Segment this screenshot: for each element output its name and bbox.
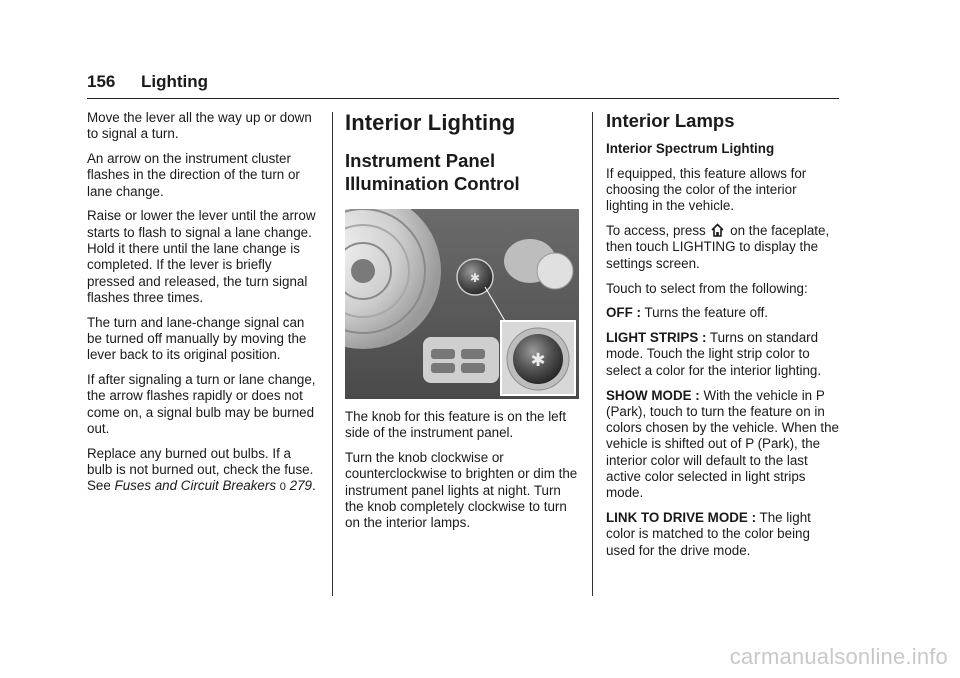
dashboard-knob-illustration bbox=[345, 209, 579, 399]
header-rule bbox=[87, 98, 839, 99]
svg-text:✱: ✱ bbox=[469, 271, 481, 285]
paragraph: Move the lever all the way up or down to signal a turn. bbox=[87, 110, 312, 142]
option-term: LINK TO DRIVE MODE : bbox=[606, 510, 757, 526]
page-ref-arrow-icon: 0 bbox=[279, 481, 286, 494]
paragraph: Touch to select from the following: bbox=[606, 280, 808, 296]
column-divider-2 bbox=[592, 112, 593, 596]
paragraph bbox=[606, 223, 840, 272]
svg-text:✱: ✱ bbox=[530, 350, 546, 371]
option-text: The light color is matched to the color being used for the drive mode. bbox=[606, 510, 811, 558]
paragraph-text: Replace any burned out bulbs. If a bulb is not burned out, check the fuse. See bbox=[87, 445, 314, 494]
section-title: Interior Lighting bbox=[345, 110, 516, 135]
page-number: 156 bbox=[87, 72, 116, 91]
paragraph: If equipped, this feature allows for choosing the color of the interior lighting in the vehicle. bbox=[606, 165, 807, 214]
cross-reference-page[interactable]: 279 bbox=[289, 478, 312, 494]
option-term: OFF : bbox=[606, 305, 641, 321]
paragraph bbox=[87, 446, 319, 496]
subheading: Interior Spectrum Lighting bbox=[606, 141, 775, 156]
watermark: carmanualsonline.info bbox=[729, 644, 948, 669]
running-head: Lighting bbox=[141, 72, 209, 91]
option-item bbox=[606, 330, 840, 379]
paragraph: The knob for this feature is on the left side of the instrument panel. bbox=[345, 409, 567, 441]
option-item bbox=[606, 510, 840, 559]
column-divider-1 bbox=[332, 112, 333, 596]
option-term: SHOW MODE : bbox=[606, 387, 700, 403]
paragraph: Turn the knob clockwise or counterclockwise to brighten or dim the instrument panel lights at night. Turn the knob completely clockwise to turn on the interior lamps. bbox=[345, 450, 578, 531]
option-term: LIGHT STRIPS : bbox=[606, 330, 707, 346]
paragraph-text: on the faceplate, then touch LIGHTING to display the settings screen. bbox=[606, 223, 830, 271]
home-icon bbox=[711, 223, 724, 237]
paragraph: If after signaling a turn or lane change, the arrow flashes rapidly or does not come on, a signal bulb may be burned out. bbox=[87, 372, 316, 437]
column-3 bbox=[606, 110, 840, 568]
paragraph: An arrow on the instrument cluster flashes in the direction of the turn or lane change. bbox=[87, 151, 300, 199]
option-item bbox=[606, 305, 840, 321]
cross-reference-link[interactable]: Fuses and Circuit Breakers bbox=[114, 478, 277, 494]
subsection-title: Interior Lamps bbox=[606, 110, 735, 131]
paragraph: Raise or lower the lever until the arrow starts to flash to signal a lane change. Hold it there until the lane change is completed. If the lever is briefly pressed and released, the turn signal flashes three times. bbox=[87, 208, 316, 305]
option-text: With the vehicle in P (Park), touch to turn the feature on in colors chosen by the vehicle. When the vehicle is shifted out of P (Park), the interior color will default to the last active color selected in light strips mode. bbox=[606, 387, 839, 501]
page-header bbox=[87, 72, 839, 98]
paragraph: The turn and lane-change signal can be turned off manually by moving the lever back to its original position. bbox=[87, 314, 307, 363]
paragraph-end: . bbox=[311, 478, 316, 494]
option-text: Turns the feature off. bbox=[640, 305, 769, 321]
subsection-title: Instrument Panel Illumination Control bbox=[345, 150, 520, 194]
option-item bbox=[606, 388, 840, 502]
column-2 bbox=[345, 110, 581, 540]
column-1 bbox=[87, 110, 319, 504]
option-text: Turns on standard mode. Touch the light strip color to select a color for the interior lighting. bbox=[606, 330, 822, 378]
paragraph-text: To access, press bbox=[606, 223, 710, 239]
